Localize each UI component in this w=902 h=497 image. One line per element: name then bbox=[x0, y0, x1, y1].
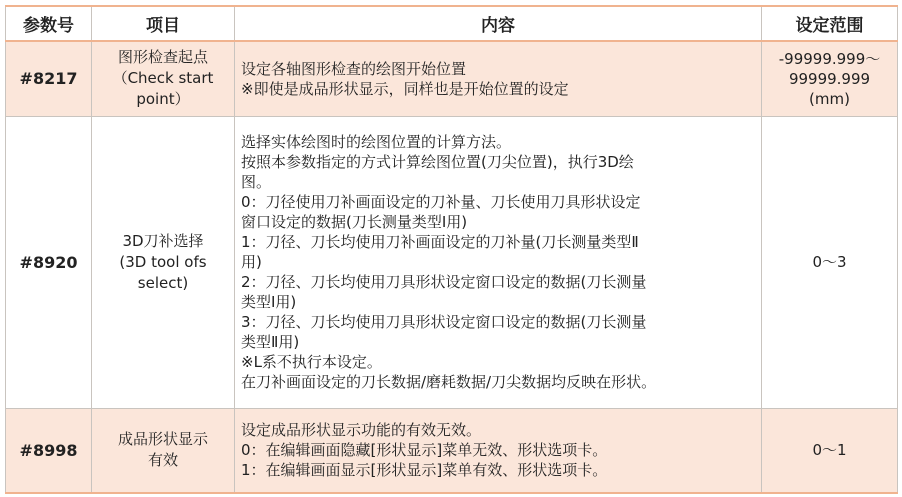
param-range bbox=[762, 116, 898, 408]
content-line: 1：在编辑画面显示[形状显示]菜单有效、形状选项卡。 bbox=[241, 461, 608, 480]
param-content bbox=[235, 116, 762, 408]
content-line: ※即使是成品形状显示，同样也是开始位置的设定 bbox=[241, 79, 569, 98]
range-line: (mm) bbox=[809, 89, 850, 108]
param-content bbox=[235, 408, 762, 493]
header-row bbox=[6, 6, 898, 41]
content-line: 图。 bbox=[241, 173, 272, 191]
item-line: select) bbox=[137, 273, 189, 292]
parameter-table bbox=[5, 5, 898, 494]
range-line: -99999.999～ bbox=[778, 49, 881, 68]
range-line: 0～3 bbox=[812, 253, 847, 271]
param-number: #8920 bbox=[6, 116, 92, 408]
param-range bbox=[762, 408, 898, 493]
item-line: （Check start bbox=[112, 69, 214, 88]
content-line: 用) bbox=[241, 253, 262, 271]
content-line: 0：刀径使用刀补画面设定的刀补量、刀长使用刀具形状设定 bbox=[241, 193, 641, 211]
content-line: 2：刀径、刀长均使用刀具形状设定窗口设定的数据(刀长测量 bbox=[241, 273, 647, 291]
content-line: 3：刀径、刀长均使用刀具形状设定窗口设定的数据(刀长测量 bbox=[241, 313, 647, 331]
param-number: #8217 bbox=[6, 41, 92, 116]
range-line: 99999.999 bbox=[788, 69, 871, 88]
param-item bbox=[92, 116, 235, 408]
item-line: 3D刀补选择 bbox=[122, 231, 204, 250]
content-line: 窗口设定的数据(刀长测量类型Ⅰ用) bbox=[241, 213, 468, 231]
header-item: 项目 bbox=[92, 6, 235, 41]
content-line: 选择实体绘图时的绘图位置的计算方法。 bbox=[241, 133, 512, 151]
content-line: ※L系不执行本设定。 bbox=[241, 353, 382, 371]
param-item bbox=[92, 408, 235, 493]
content-line: 设定各轴图形检查的绘图开始位置 bbox=[241, 59, 467, 78]
content-line: 按照本参数指定的方式计算绘图位置(刀尖位置)，执行3D绘 bbox=[241, 153, 634, 171]
table-row bbox=[6, 116, 898, 408]
table-row bbox=[6, 408, 898, 493]
param-number: #8998 bbox=[6, 408, 92, 493]
param-item bbox=[92, 41, 235, 116]
param-range bbox=[762, 41, 898, 116]
content-line: 类型Ⅰ用) bbox=[241, 293, 297, 311]
item-line: point） bbox=[136, 90, 190, 109]
item-line: 图形检查起点 bbox=[117, 48, 208, 67]
table-row bbox=[6, 41, 898, 116]
item-line: 有效 bbox=[147, 451, 178, 470]
content-line: 在刀补画面设定的刀长数据/磨耗数据/刀尖数据均反映在形状。 bbox=[241, 373, 657, 391]
content-line: 0：在编辑画面隐藏[形状显示]菜单无效、形状选项卡。 bbox=[241, 441, 608, 460]
header-range: 设定范围 bbox=[762, 6, 898, 41]
header-param-no: 参数号 bbox=[6, 6, 92, 41]
item-line: 成品形状显示 bbox=[117, 430, 208, 449]
content-line: 1：刀径、刀长均使用刀补画面设定的刀补量(刀长测量类型Ⅱ bbox=[241, 233, 639, 251]
header-content: 内容 bbox=[235, 6, 762, 41]
content-line: 设定成品形状显示功能的有效无效。 bbox=[241, 421, 482, 440]
range-line: 0～1 bbox=[812, 441, 847, 460]
param-content bbox=[235, 41, 762, 116]
content-line: 类型Ⅱ用) bbox=[241, 333, 300, 351]
item-line: (3D tool ofs bbox=[119, 252, 207, 271]
